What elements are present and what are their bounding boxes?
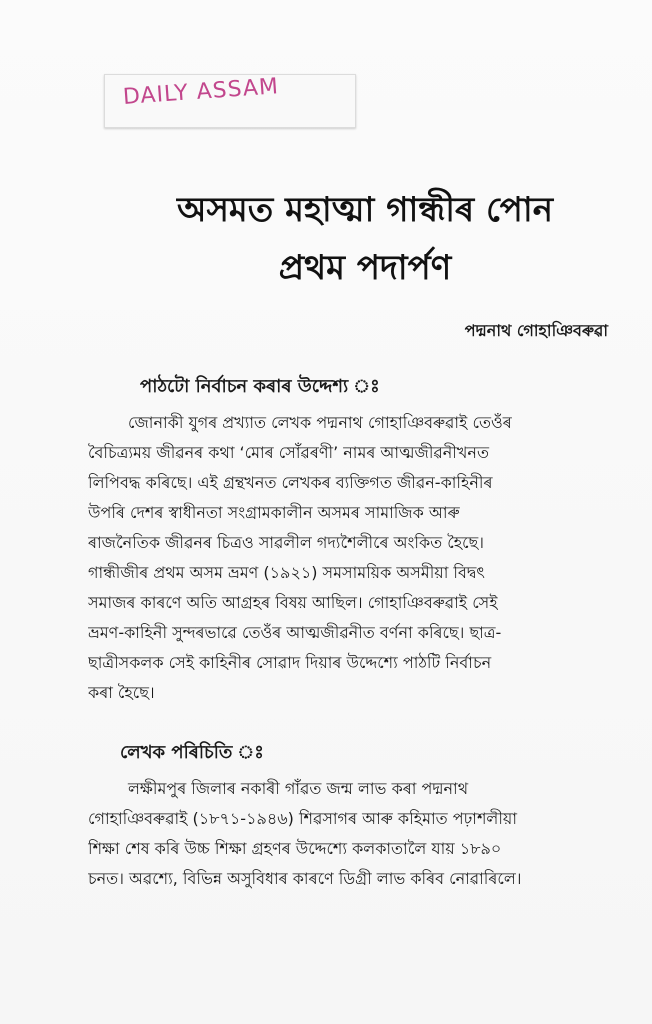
paragraph-line: শিক্ষা শেষ কৰি উচ্চ শিক্ষা গ্ৰহণৰ উদ্দেশ্যে কলকাতালৈ যায় ১৮৯০ — [88, 839, 502, 858]
paragraph-line: বৈচিত্ৰ্যময় জীৱনৰ কথা ‘মোৰ সোঁৱৰণী’ নামৰ আত্মজীৱনীখনত — [88, 443, 489, 462]
stamp-text: DAILY ASSAM — [122, 74, 280, 110]
section-heading-author-intro: লেখক পৰিচিতি ঃ — [120, 742, 264, 763]
author-intro-paragraph — [88, 774, 608, 894]
paragraph-line: ছাত্ৰীসকলক সেই কাহিনীৰ সোৱাদ দিয়াৰ উদ্দেশ্যে পাঠটি নিৰ্বাচন — [88, 653, 492, 672]
paragraph-line: জোনাকী যুগৰ প্ৰখ্যাত লেখক পদ্মনাথ গোহাঞিবৰুৱাই তেওঁৰ — [128, 413, 512, 432]
newspaper-label-stamp — [104, 74, 356, 128]
section-heading-purpose: পাঠটো নিৰ্বাচন কৰাৰ উদ্দেশ্য ঃ — [140, 376, 380, 397]
chapter-title-line-1: অসমত মহাত্মা গান্ধীৰ পোন — [177, 190, 553, 230]
paragraph-line: লিপিবদ্ধ কৰিছে। এই গ্ৰন্থখনত লেখকৰ ব্যক্তিগত জীৱন-কাহিনীৰ — [88, 473, 493, 492]
purpose-paragraph — [88, 408, 608, 708]
paragraph-line: ভ্ৰমণ-কাহিনী সুন্দৰভাৱে তেওঁৰ আত্মজীৱনীত বৰ্ণনা কৰিছে। ছাত্ৰ- — [88, 623, 502, 642]
paragraph-line: সমাজৰ কাৰণে অতি আগ্ৰহৰ বিষয় আছিল। গোহাঞিবৰুৱাই সেই — [88, 593, 498, 612]
author-name: পদ্মনাথ গোহাঞিবৰুৱা — [464, 321, 608, 340]
paragraph-line: গান্ধীজীৰ প্ৰথম অসম ভ্ৰমণ (১৯২১) সমসাময়িক অসমীয়া বিদ্বৎ — [88, 563, 485, 582]
paragraph-line: লক্ষীমপুৰ জিলাৰ নকাৰী গাঁৱত জন্ম লাভ কৰা পদ্মনাথ — [128, 779, 469, 798]
paragraph-line: কৰা হৈছে। — [88, 683, 155, 702]
paragraph-line: গোহাঞিবৰুৱাই (১৮৭১-১৯৪৬) শিৱসাগৰ আৰু কহিমাত পঢ়াশলীয়া — [88, 809, 517, 828]
paragraph-line: উপৰি দেশৰ স্বাধীনতা সংগ্ৰামকালীন অসমৰ সামাজিক আৰু — [88, 503, 460, 522]
paragraph-line: ৰাজনৈতিক জীৱনৰ চিত্ৰও সাৱলীল গদ্যশৈলীৰে অংকিত হৈছে। — [88, 533, 484, 552]
chapter-title-line-2: প্ৰথম পদাৰ্পণ — [278, 248, 452, 288]
paragraph-line: চনত। অৱশ্যে, বিভিন্ন অসুবিধাৰ কাৰণে ডিগ্ৰী লাভ কৰিব নোৱাৰিলে। — [88, 869, 522, 888]
